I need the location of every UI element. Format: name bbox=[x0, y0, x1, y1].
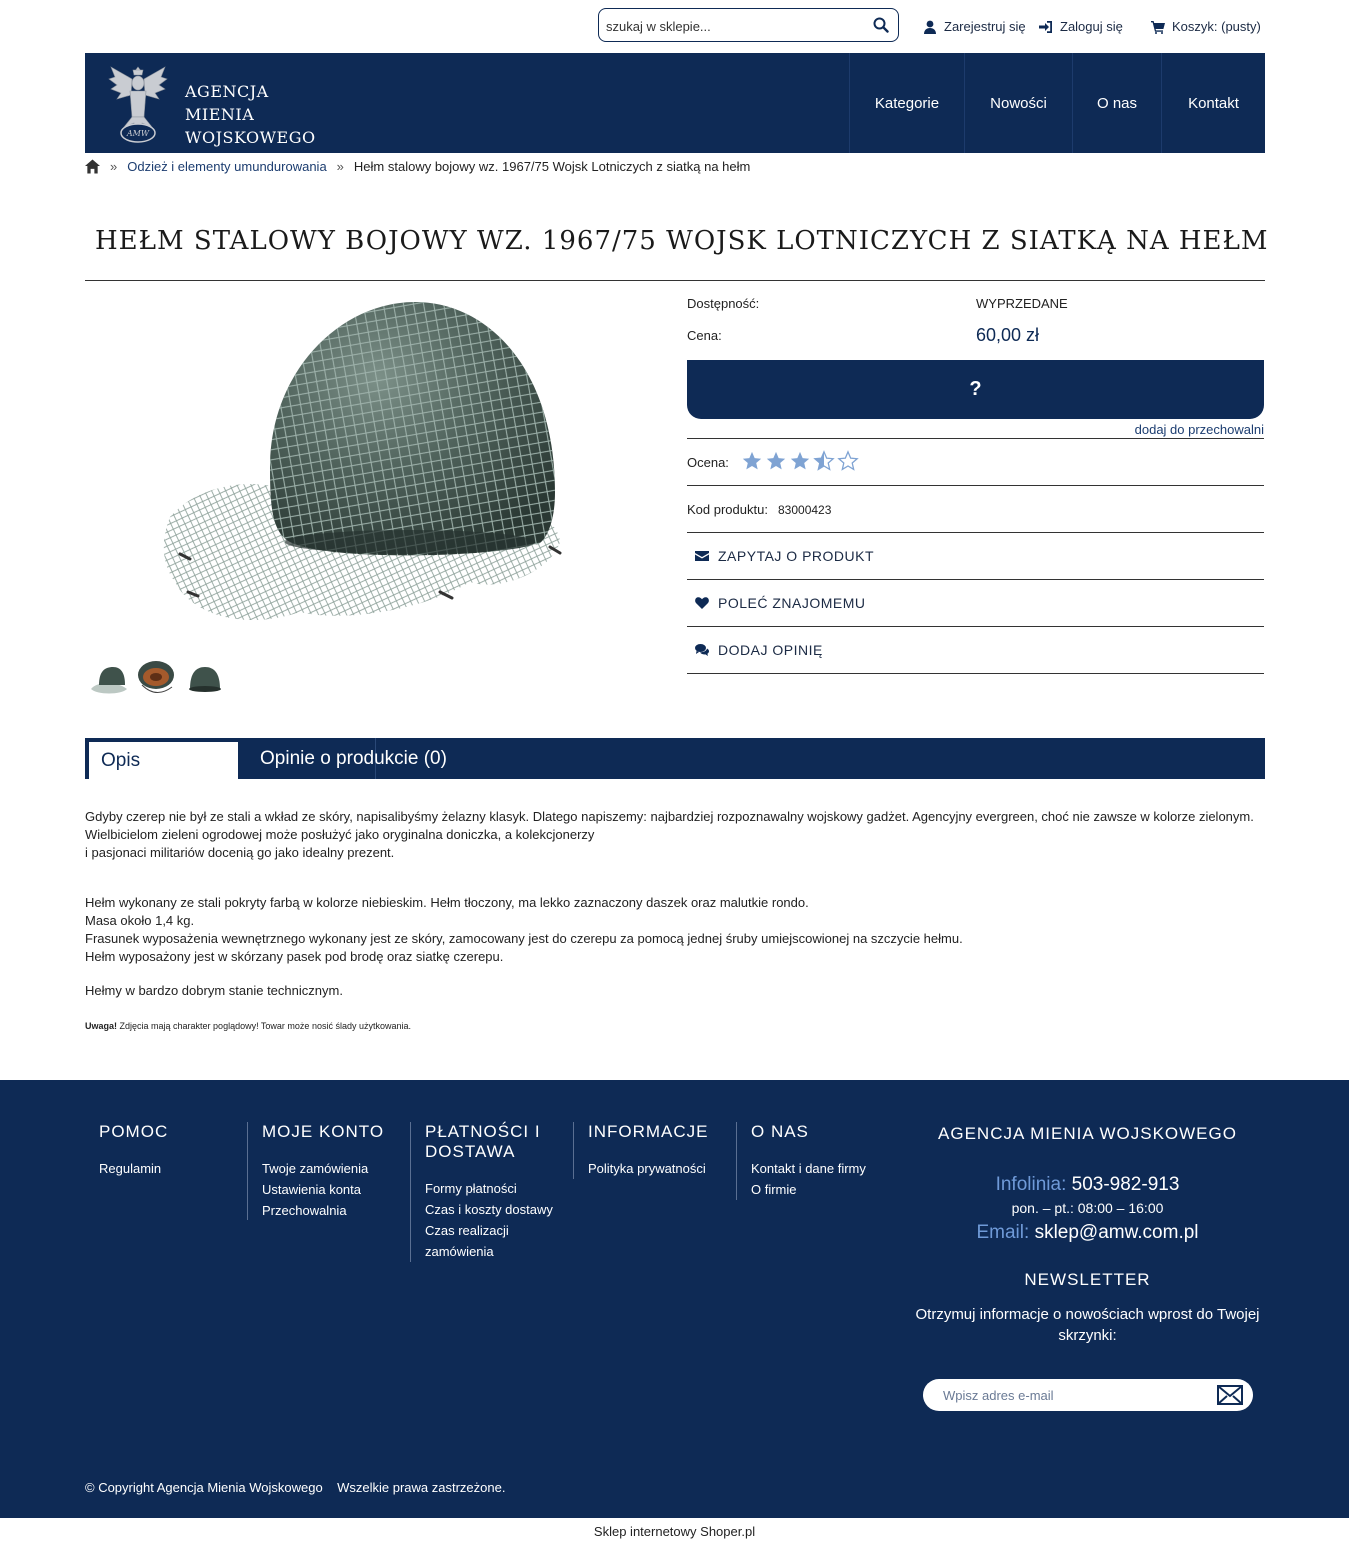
footer-col-title-line: PŁATNOŚCI I bbox=[425, 1122, 541, 1141]
footer-col-info bbox=[588, 1122, 709, 1179]
ask-about-product-label: ZAPYTAJ O PRODUKT bbox=[718, 548, 875, 564]
email-line bbox=[905, 1222, 1270, 1244]
footer-divider bbox=[573, 1122, 574, 1179]
user-icon bbox=[923, 20, 937, 34]
rating-stars[interactable] bbox=[741, 450, 859, 472]
main-nav bbox=[849, 53, 1265, 153]
rating-label: Ocena: bbox=[687, 455, 729, 470]
footer-link[interactable]: Regulamin bbox=[99, 1161, 162, 1176]
footer-col-payments bbox=[425, 1122, 553, 1262]
powered-by[interactable]: Sklep internetowy Shoper.pl bbox=[593, 1524, 756, 1539]
heart-icon bbox=[695, 596, 709, 610]
cart-link[interactable] bbox=[1151, 19, 1261, 34]
divider bbox=[687, 532, 1264, 533]
availability-label: Dostępność: bbox=[687, 296, 760, 311]
divider bbox=[687, 626, 1264, 627]
description-line: i pasjonaci militariów docenią go jako idealny prezent. bbox=[85, 845, 395, 860]
nav-item-contact[interactable]: Kontakt bbox=[1161, 53, 1265, 153]
description-line: Frasunek wyposażenia wewnętrznego wykonany jest ze skóry, zamocowany jest do czerepu za pomocą jednej śruby umiejscowionej na szczycie hełmu. bbox=[85, 931, 963, 946]
logo[interactable] bbox=[105, 61, 325, 147]
newsletter-title: NEWSLETTER bbox=[1024, 1270, 1151, 1289]
description-note bbox=[85, 1017, 1265, 1035]
description-line: Hełmy w bardzo dobrym stanie technicznym. bbox=[85, 983, 343, 998]
footer-link[interactable]: Polityka prywatności bbox=[588, 1161, 706, 1176]
send-envelope-icon[interactable] bbox=[1217, 1384, 1243, 1406]
footer-divider bbox=[247, 1122, 248, 1220]
footer-link[interactable]: Kontakt i dane firmy bbox=[751, 1161, 866, 1176]
email-label: Email: bbox=[976, 1222, 1030, 1243]
footer-col-title bbox=[425, 1122, 553, 1162]
footer-link[interactable]: Ustawienia konta bbox=[262, 1182, 361, 1197]
divider bbox=[687, 438, 1264, 439]
footer-col-title: INFORMACJE bbox=[588, 1122, 709, 1141]
product-code-value: 83000423 bbox=[778, 503, 832, 517]
footer-col-title: POMOC bbox=[99, 1122, 169, 1141]
sign-in-icon bbox=[1039, 20, 1053, 34]
product-tabs bbox=[85, 738, 1265, 779]
star-full-icon bbox=[741, 450, 763, 472]
description-paragraph bbox=[85, 894, 1265, 966]
top-bar bbox=[0, 0, 1349, 53]
description-line: Hełm wykonany ze stali pokryty farbą w kolorze niebieskim. Hełm tłoczony, ma lekko zaznaczony daszek oraz malutkie rondo. bbox=[85, 895, 809, 910]
login-label: Zaloguj się bbox=[1060, 19, 1123, 34]
nav-item-about[interactable]: O nas bbox=[1072, 53, 1161, 153]
price-label: Cena: bbox=[687, 328, 722, 343]
emblem-text: AMW bbox=[126, 129, 150, 138]
breadcrumb-separator: » bbox=[110, 159, 118, 174]
footer-link[interactable]: Czas i koszty dostawy bbox=[425, 1202, 553, 1217]
cart-icon bbox=[1151, 20, 1165, 34]
title-divider bbox=[85, 280, 1265, 281]
hotline bbox=[905, 1174, 1270, 1196]
thumbnail[interactable] bbox=[182, 655, 226, 699]
star-half-icon bbox=[813, 450, 835, 472]
register-link[interactable] bbox=[923, 19, 1026, 34]
footer-contact bbox=[905, 1122, 1270, 1346]
thumbnail[interactable] bbox=[134, 655, 178, 699]
description-paragraph bbox=[85, 808, 1265, 862]
ask-about-product-button[interactable] bbox=[695, 548, 874, 564]
divider bbox=[687, 485, 1264, 486]
price-value: 60,00 zł bbox=[976, 325, 1040, 345]
footer-col-title: O NAS bbox=[751, 1122, 809, 1141]
newsletter-text-line: Otrzymuj informacje o nowościach wprost do Twojej bbox=[915, 1306, 1260, 1323]
footer-col-about bbox=[751, 1122, 866, 1200]
footer-link[interactable]: Twoje zamówienia bbox=[262, 1161, 369, 1176]
divider bbox=[687, 579, 1264, 580]
footer-col-account bbox=[262, 1122, 384, 1221]
product-title: HEŁM STALOWY BOJOWY WZ. 1967/75 WOJSK LOTNICZYCH Z SIATKĄ NA HEŁM bbox=[95, 226, 1269, 256]
add-review-button[interactable] bbox=[695, 642, 823, 658]
star-empty-icon bbox=[837, 450, 859, 472]
add-to-storage-link[interactable]: dodaj do przechowalni bbox=[1134, 422, 1264, 437]
brand-line-3: WOJSKOWEGO bbox=[185, 128, 316, 147]
breadcrumb-separator: » bbox=[336, 159, 344, 174]
search-icon[interactable] bbox=[873, 17, 889, 33]
tab-description[interactable] bbox=[89, 742, 238, 779]
newsletter-email-input[interactable] bbox=[943, 1386, 1203, 1404]
footer-link[interactable]: Formy płatności bbox=[425, 1181, 517, 1196]
description-line: Masa około 1,4 kg. bbox=[85, 913, 195, 928]
comments-icon bbox=[695, 643, 709, 657]
tab-reviews[interactable] bbox=[238, 738, 447, 779]
footer-link[interactable]: zamówienia bbox=[425, 1244, 494, 1259]
breadcrumb bbox=[85, 159, 750, 174]
cart-label: Koszyk: (pusty) bbox=[1172, 19, 1261, 34]
add-review-label: DODAJ OPINIĘ bbox=[718, 642, 823, 658]
nav-item-new[interactable]: Nowości bbox=[964, 53, 1072, 153]
add-to-cart-button[interactable]: ? bbox=[687, 360, 1264, 419]
hotline-label: Infolinia: bbox=[995, 1174, 1067, 1195]
newsletter-form bbox=[923, 1379, 1253, 1411]
brand-line-2: MIENIA bbox=[185, 105, 255, 124]
star-full-icon bbox=[789, 450, 811, 472]
footer-link[interactable]: O firmie bbox=[751, 1182, 797, 1197]
brand-name bbox=[185, 80, 316, 149]
brand-line-1: AGENCJA bbox=[185, 82, 269, 101]
product-image[interactable] bbox=[140, 292, 610, 642]
nav-item-categories[interactable]: Kategorie bbox=[849, 53, 964, 153]
availability-value: WYPRZEDANE bbox=[976, 296, 1068, 311]
company-name: AGENCJA MIENIA WOJSKOWEGO bbox=[938, 1124, 1237, 1143]
copyright: © Copyright Agencja Mienia Wojskowego Wszelkie prawa zastrzeżone. bbox=[85, 1480, 506, 1495]
envelope-icon bbox=[695, 549, 709, 563]
email-address[interactable]: sklep@amw.com.pl bbox=[1034, 1222, 1199, 1243]
description-line: Gdyby czerep nie był ze stali a wkład ze skóry, napisalibyśmy żelazny klasyk. Dlatego napiszemy: najbardziej rozpoznawalny wojskowy gadżet. Agencyjny evergreen, choć nie zawsze w kolorze zielonym. bbox=[85, 809, 1254, 824]
breadcrumb-category[interactable]: Odzież i elementy umundurowania bbox=[127, 159, 327, 174]
description-line: Wielbicielom zieleni ogrodowej może posłużyć jako oryginalna doniczka, a kolekcjonerzy bbox=[85, 827, 595, 842]
home-icon[interactable] bbox=[85, 159, 100, 174]
thumbnail[interactable] bbox=[87, 655, 131, 699]
footer-link[interactable]: Przechowalnia bbox=[262, 1203, 347, 1218]
footer-link[interactable]: Czas realizacji bbox=[425, 1223, 509, 1238]
footer-divider bbox=[736, 1122, 737, 1200]
search-box bbox=[598, 8, 899, 42]
recommend-label: POLEĆ ZNAJOMEMU bbox=[718, 595, 866, 611]
recommend-button[interactable] bbox=[695, 595, 866, 611]
newsletter-text-line: skrzynki: bbox=[1058, 1327, 1117, 1344]
breadcrumb-current: Hełm stalowy bojowy wz. 1967/75 Wojsk Lotniczych z siatką na hełm bbox=[353, 159, 751, 174]
tab-description-label: Opis bbox=[101, 749, 141, 771]
search-input[interactable] bbox=[606, 16, 856, 36]
newsletter-text bbox=[905, 1304, 1270, 1346]
star-full-icon bbox=[765, 450, 787, 472]
footer-col-help bbox=[99, 1122, 168, 1179]
divider bbox=[687, 673, 1264, 674]
product-code-label: Kod produktu: bbox=[687, 502, 768, 517]
opening-hours: pon. – pt.: 08:00 – 16:00 bbox=[1011, 1200, 1164, 1216]
footer-divider bbox=[410, 1122, 411, 1262]
tab-reviews-label: Opinie o produkcie (0) bbox=[260, 747, 447, 769]
footer-col-title: MOJE KONTO bbox=[262, 1122, 385, 1141]
description-line: Hełm wyposażony jest w skórzany pasek pod brodę oraz siatkę czerepu. bbox=[85, 949, 504, 964]
note-bold: Uwaga! bbox=[85, 1021, 118, 1031]
site-header bbox=[85, 53, 1265, 153]
eagle-emblem-icon bbox=[105, 61, 171, 147]
note-text: Zdjęcia mają charakter poglądowy! Towar może nosić ślady użytkowania. bbox=[117, 1021, 411, 1031]
hotline-number[interactable]: 503-982-913 bbox=[1071, 1174, 1180, 1195]
login-link[interactable] bbox=[1039, 19, 1123, 34]
register-label: Zarejestruj się bbox=[944, 19, 1026, 34]
footer-col-title-line: DOSTAWA bbox=[425, 1142, 516, 1161]
description-paragraph bbox=[85, 982, 1265, 1000]
